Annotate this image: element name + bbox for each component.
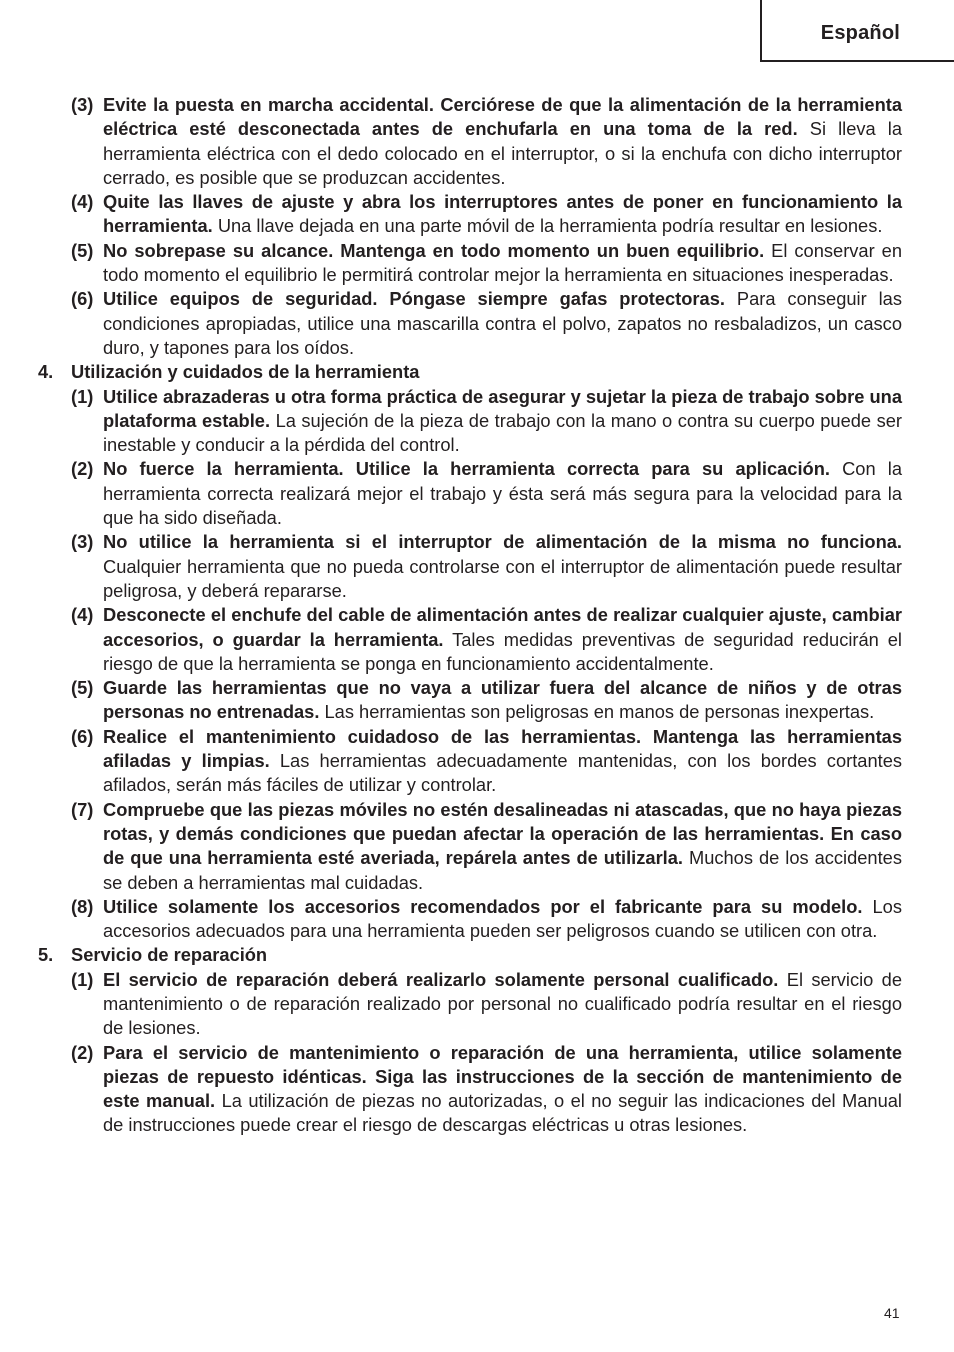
item-number: (7) xyxy=(71,798,94,820)
section-title: Servicio de reparación xyxy=(71,944,268,966)
item-number: (4) xyxy=(71,604,94,626)
item-heading: Compruebe que las piezas móviles no estén desalineadas ni atascadas, que no haya piezas rotas, y demás condiciones que puedan afectar la operación de las herramientas. En caso de que una herramienta esté averiada, repárela antes de utilizarla. xyxy=(103,798,902,869)
section-number: 5. xyxy=(38,944,54,966)
item-text: La utilización de piezas no autorizadas, o el no seguir las indicaciones del Manual de instrucciones puede crear el riesgo de descargas eléctricas u otras lesiones. xyxy=(103,1090,902,1136)
list-item xyxy=(38,239,902,288)
list-item xyxy=(38,93,902,190)
item-number: (5) xyxy=(71,677,94,699)
item-heading: Utilice equipos de seguridad. Póngase siempre gafas protectoras. xyxy=(103,288,725,310)
item-text: Las herramientas son peligrosas en manos de personas inexpertas. xyxy=(319,701,875,723)
section-number: 4. xyxy=(38,361,54,383)
item-text: Para conseguir las condiciones apropiadas, utilice una mascarilla contra el polvo, zapatos no resbaladizos, un casco duro, y tapones para los oídos. xyxy=(103,288,902,358)
list-item xyxy=(38,287,902,360)
item-heading: Quite las llaves de ajuste y abra los interruptores antes de poner en funcionamiento la herramienta. xyxy=(103,191,902,237)
item-number: (1) xyxy=(71,968,94,990)
item-heading: Para el servicio de mantenimiento o reparación de una herramienta, utilice solamente piezas de repuesto idénticas. Siga las instrucciones de la sección de mantenimiento de este manual. xyxy=(103,1041,902,1112)
item-number: (2) xyxy=(71,1041,94,1063)
item-number: (4) xyxy=(71,191,94,213)
item-number: (5) xyxy=(71,239,94,261)
item-number: (1) xyxy=(71,385,94,407)
list-item xyxy=(38,530,902,603)
list-item xyxy=(38,725,902,798)
item-heading: Evite la puesta en marcha accidental. Cerciórese de que la alimentación de la herramienta eléctrica esté desconectada antes de enchufarla en una toma de la red. xyxy=(103,94,902,140)
item-text: Con la herramienta correcta realizará mejor el trabajo y ésta será más segura para la velocidad para la que ha sido diseñada. xyxy=(103,458,902,529)
item-number: (6) xyxy=(71,725,94,747)
item-text: La sujeción de la pieza de trabajo con la mano o contra su cuerpo puede ser inestable y conducir a la pérdida del control. xyxy=(103,409,902,456)
list-item xyxy=(38,1041,902,1138)
item-heading: No fuerce la herramienta. Utilice la herramienta correcta para su aplicación. xyxy=(103,458,830,480)
item-number: (3) xyxy=(71,531,94,553)
item-text: El conservar en todo momento el equilibrio le permitirá controlar mejor la herramienta en situaciones inesperadas. xyxy=(103,239,903,286)
item-heading: Guarde las herramientas que no vaya a utilizar fuera del alcance de niños y de otras personas no entrenadas. xyxy=(103,677,902,723)
language-tab xyxy=(760,0,954,62)
list-item xyxy=(38,603,902,676)
list-item xyxy=(38,676,902,725)
item-heading: Desconecte el enchufe del cable de alimentación antes de realizar cualquier ajuste, cambiar accesorios, o guardar la herramienta. xyxy=(103,604,902,650)
item-heading: El servicio de reparación deberá realizarlo solamente personal cualificado. xyxy=(103,968,779,990)
item-text: Las herramientas adecuadamente mantenidas, con los bordes cortantes afilados, serán más fáciles de utilizar y controlar. xyxy=(103,750,902,796)
item-text: Tales medidas preventivas de seguridad reducirán el riesgo de que la herramienta se ponga en funcionamiento accidentalmente. xyxy=(103,628,902,674)
item-text: Si lleva la herramienta eléctrica con el dedo colocado en el interruptor, o si la enchufa con dicho interruptor cerrado, es posible que se produzcan accidentes. xyxy=(103,118,902,188)
item-number: (2) xyxy=(71,458,94,480)
item-text: Muchos de los accidentes se deben a herramientas mal cuidadas. xyxy=(103,847,902,893)
list-item xyxy=(38,968,902,1041)
list-item xyxy=(38,190,902,239)
item-number: (8) xyxy=(71,895,94,917)
item-heading: Realice el mantenimiento cuidadoso de las herramientas. Mantenga las herramientas afiladas y limpias. xyxy=(103,725,902,772)
item-number: (6) xyxy=(71,288,94,310)
page-number: 41 xyxy=(884,1305,900,1321)
item-heading: No utilice la herramienta si el interruptor de alimentación de la misma no funciona. xyxy=(103,531,902,553)
section-heading xyxy=(38,360,902,384)
item-heading: Utilice abrazaderas u otra forma práctica de asegurar y sujetar la pieza de trabajo sobre una plataforma estable. xyxy=(103,385,902,431)
list-item xyxy=(38,457,902,530)
list-item xyxy=(38,385,902,458)
section-heading xyxy=(38,943,902,967)
item-heading: No sobrepase su alcance. Mantenga en todo momento un buen equilibrio. xyxy=(103,239,765,261)
item-text: El servicio de mantenimiento o de reparación realizado por personal no cualificado podría resultar en el riesgo de lesiones. xyxy=(103,968,903,1039)
list-item xyxy=(38,895,902,944)
item-text: Una llave dejada en una parte móvil de la herramienta podría resultar en lesiones. xyxy=(212,215,883,237)
item-text: Cualquier herramienta que no pueda controlarse con el interruptor de alimentación puede resultar peligrosa, y deberá repararse. xyxy=(103,555,902,601)
item-heading: Utilice solamente los accesorios recomendados por el fabricante para su modelo. xyxy=(103,895,863,917)
item-number: (3) xyxy=(71,94,94,115)
section-title: Utilización y cuidados de la herramienta xyxy=(71,361,420,383)
document-body xyxy=(38,93,902,1138)
item-text: Los accesorios adecuados para una herramienta pueden ser peligrosos cuando se utilicen con otra. xyxy=(103,895,902,942)
list-item xyxy=(38,798,902,895)
language-label: Español xyxy=(820,22,900,44)
